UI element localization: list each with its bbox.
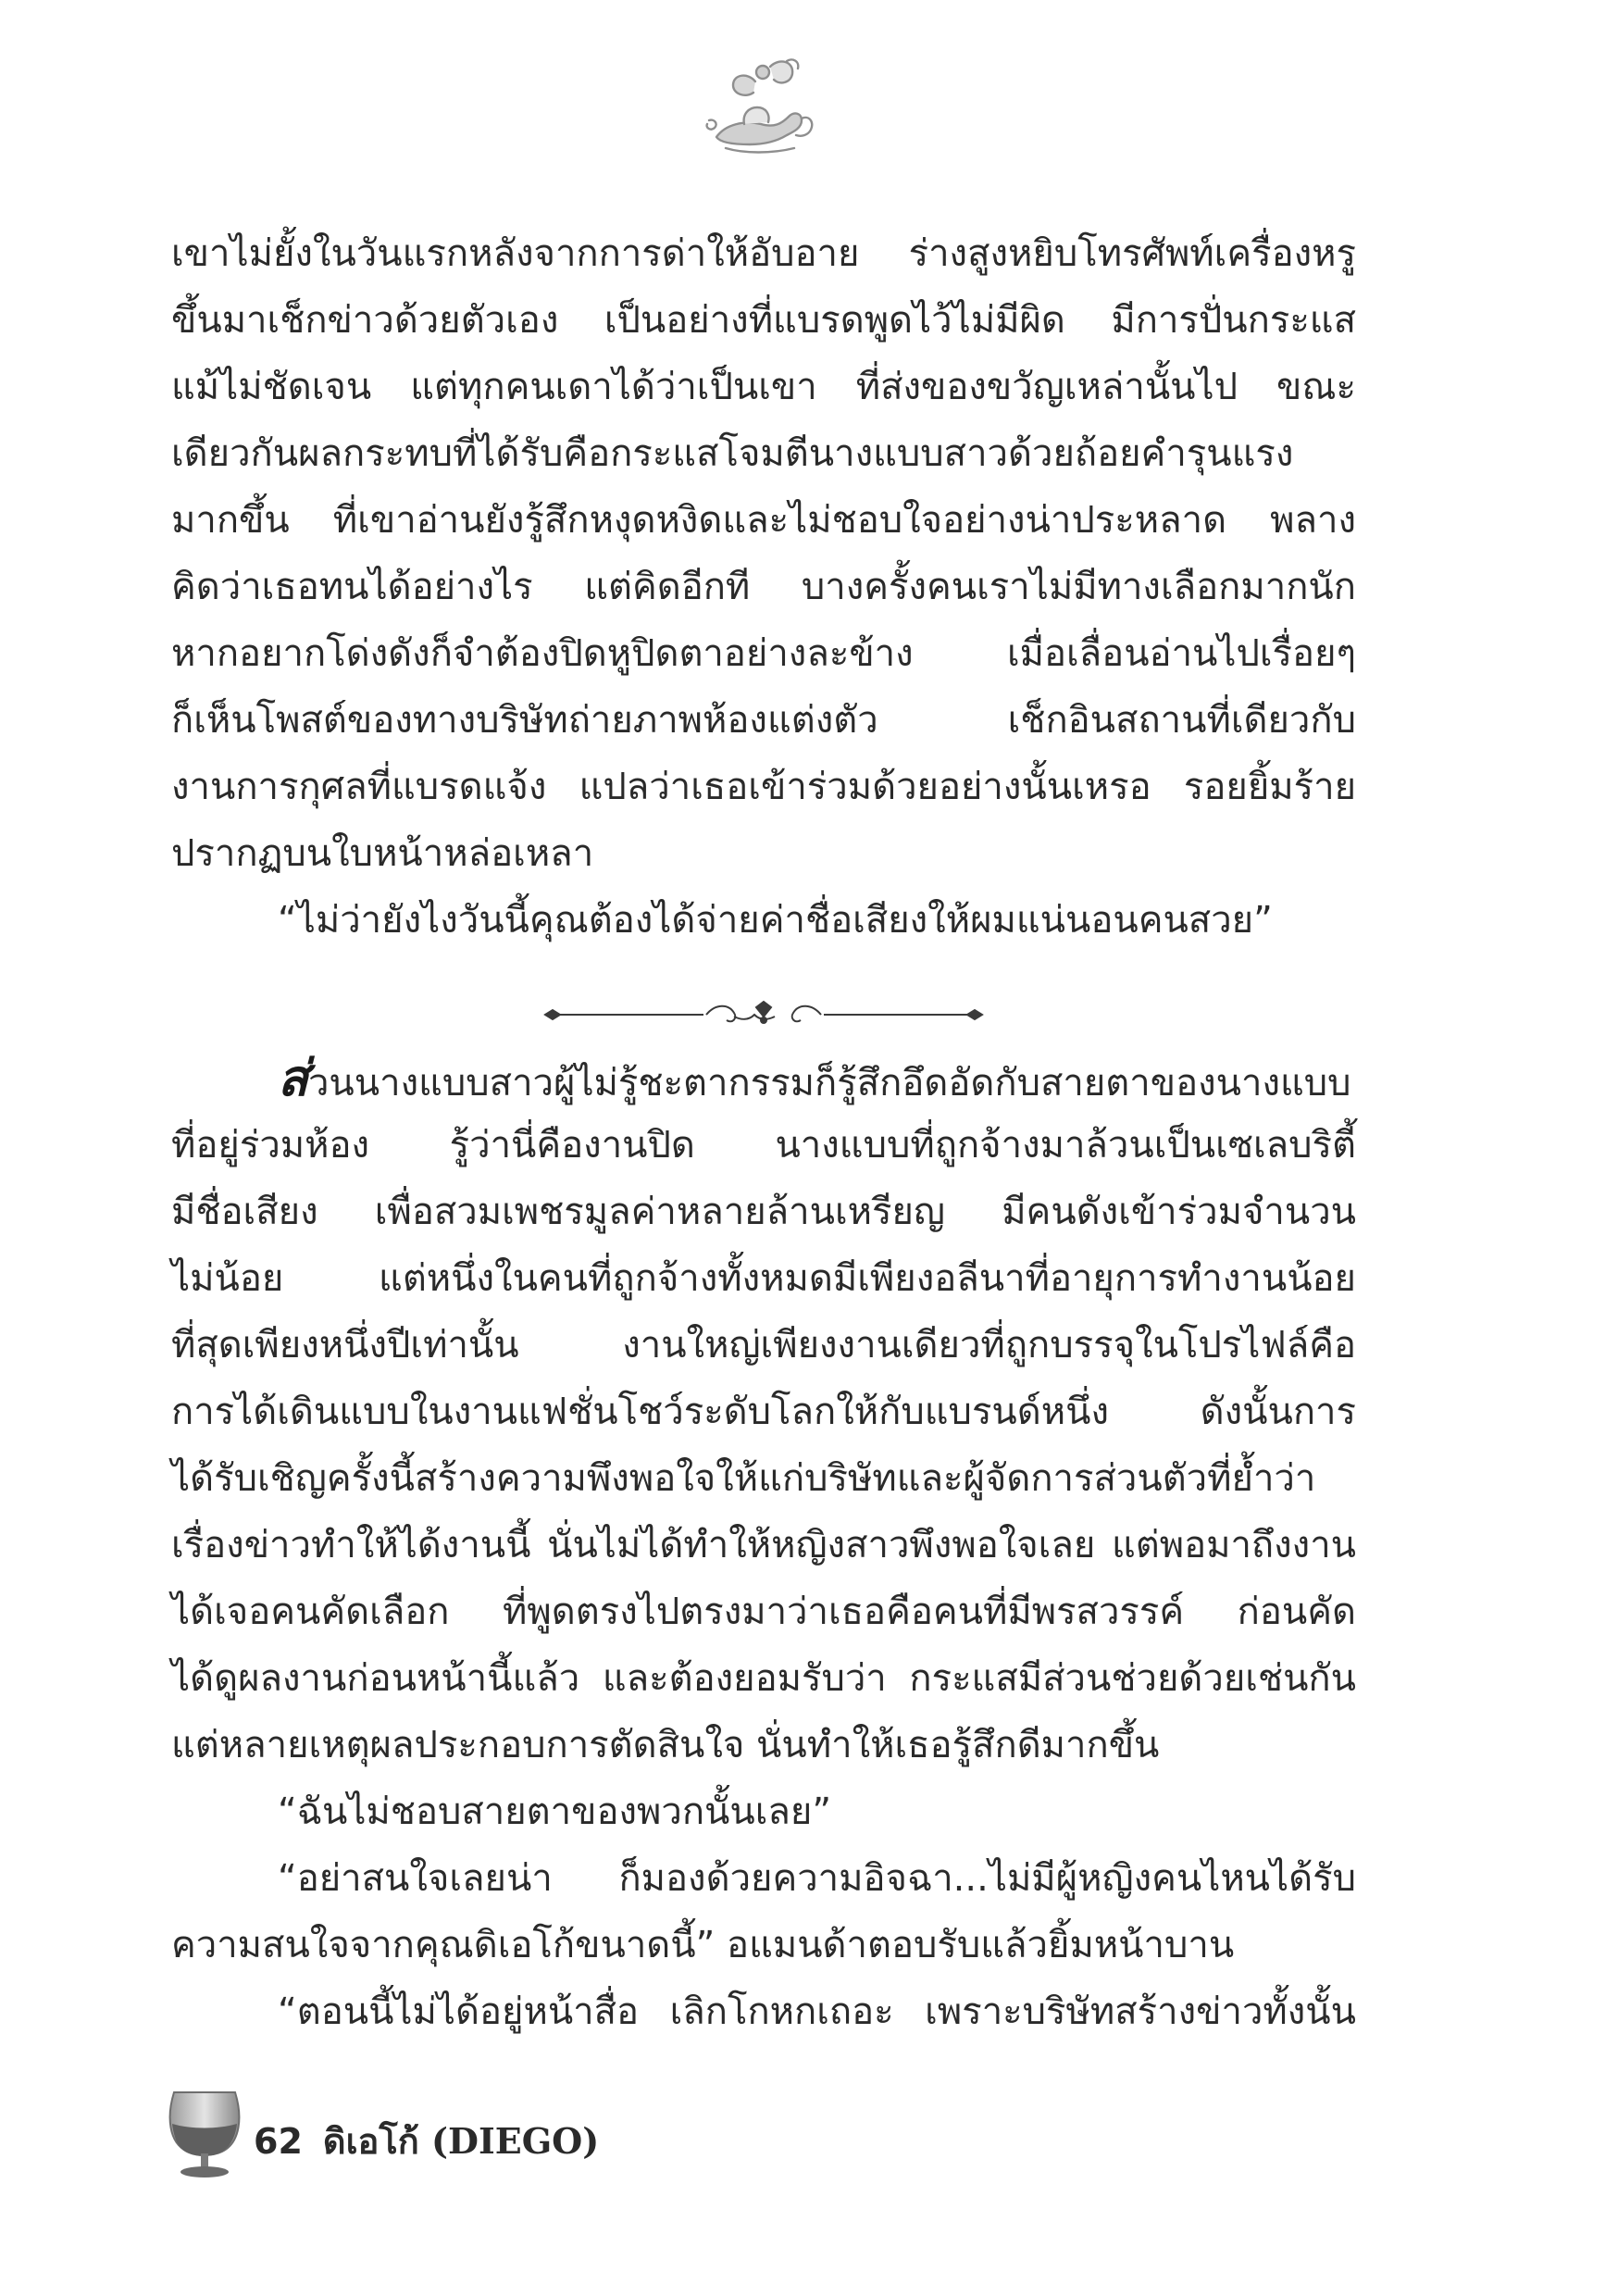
text-line: ได้ดูผลงานก่อนหน้านี้แล้ว และต้องยอมรับว่า กระแสมีส่วนช่วยด้วยเช่นกัน [171, 1657, 1356, 1700]
text-line: หากอยากโด่งดังก็จำต้องปิดหูปิดตาอย่างละข้าง เมื่อเลื่อนอ่านไปเรื่อยๆ [171, 632, 1356, 675]
text-line-rest: วนนางแบบสาวผู้ไม่รู้ชะตากรรมก็รู้สึกอึดอัดกับสายตาของนางแบบ [307, 1062, 1351, 1104]
page-footer [254, 2114, 599, 2169]
text-line: ได้รับเชิญครั้งนี้สร้างความพึงพอใจให้แก่บริษัทและผู้จัดการส่วนตัวที่ย้ำว่า [171, 1457, 1316, 1500]
paragraph-section-1 [171, 226, 1356, 911]
text-line: เรื่องข่าวทำให้ได้งานนี้ นั่นไม่ได้ทำให้หญิงสาวพึงพอใจเลย แต่พอมาถึงงาน [171, 1524, 1356, 1566]
text-line: ได้เจอคนคัดเลือก ที่พูดตรงไปตรงมาว่าเธอคือคนที่มีพรสวรรค์ ก่อนคัด [171, 1591, 1356, 1633]
text-line: ก็เห็นโพสต์ของทางบริษัทถ่ายภาพห้องแต่งตัว เช็กอินสถานที่เดียวกับ [171, 699, 1356, 742]
paragraph-section-2 [171, 1051, 1356, 2125]
text-line: แม้ไม่ชัดเจน แต่ทุกคนเดาได้ว่าเป็นเขา ที่ส่งของขวัญเหล่านั้นไป ขณะ [171, 366, 1356, 408]
text-line: การได้เดินแบบในงานแฟชั่นโชว์ระดับโลกให้กับแบรนด์หนึ่ง ดังนั้นการ [171, 1391, 1356, 1433]
dialogue-line: “ตอนนี้ไม่ได้อยู่หน้าสื่อ เลิกโกหกเถอะ เพราะบริษัทสร้างข่าวทั้งนั้น [278, 1990, 1356, 2033]
text-line: มากขึ้น ที่เขาอ่านยังรู้สึกหงุดหงิดและไม่ชอบใจอย่างน่าประหลาด พลาง [171, 499, 1356, 542]
drop-cap: ส่ [278, 1049, 308, 1107]
text-line: ที่อยู่ร่วมห้อง รู้ว่านี่คืองานปิด นางแบบที่ถูกจ้างมาล้วนเป็นเซเลบริตี้ [171, 1124, 1356, 1167]
text-line: เดียวกันผลกระทบที่ได้รับคือกระแสโจมตีนางแบบสาวด้วยถ้อยคำรุนแรง [171, 432, 1294, 475]
page-number: 62 [254, 2121, 303, 2162]
running-title: ดิเอโก้ (DIEGO) [322, 2120, 600, 2162]
text-line: คิดว่าเธอทนได้อย่างไร แต่คิดอีกที บางครั้งคนเราไม่มีทางเลือกมากนัก [171, 566, 1356, 608]
text-line: เขาไม่ยั้งในวันแรกหลังจากการด่าให้อับอาย ร่างสูงหยิบโทรศัพท์เครื่องหรู [171, 232, 1356, 275]
quote-line [171, 892, 1356, 957]
dialogue-line: ความสนใจจากคุณดิเอโก้ขนาดนี้” อแมนด้าตอบรับแล้วยิ้มหน้าบาน [171, 1924, 1235, 1966]
dialogue-quote: “ไม่ว่ายังไงวันนี้คุณต้องได้จ่ายค่าชื่อเสียงให้ผมแน่นอนคนสวย” [278, 899, 1273, 942]
text-line: แต่หลายเหตุผลประกอบการตัดสินใจ นั่นทำให้เธอรู้สึกดีมากขึ้น [171, 1724, 1160, 1766]
text-line: ไม่น้อย แต่หนึ่งในคนที่ถูกจ้างทั้งหมดมีเพียงอลีนาที่อายุการทำงานน้อย [171, 1257, 1356, 1300]
dialogue-line: “ฉันไม่ชอบสายตาของพวกนั้นเลย” [278, 1791, 832, 1833]
text-line: มีชื่อเสียง เพื่อสวมเพชรมูลค่าหลายล้านเหรียญ มีคนดังเข้าร่วมจำนวน [171, 1191, 1356, 1233]
brandy-glass-icon [165, 2083, 244, 2181]
cupid-teapot-ornament-icon [698, 56, 818, 159]
text-line: ปรากฏบนใบหน้าหล่อเหลา [171, 832, 594, 875]
flourish-divider-icon [541, 996, 986, 1033]
text-line: ขึ้นมาเช็กข่าวด้วยตัวเอง เป็นอย่างที่แบรดพูดไว้ไม่มีผิด มีการปั่นกระแส [171, 299, 1356, 342]
text-line: งานการกุศลที่แบรดแจ้ง แปลว่าเธอเข้าร่วมด้วยอย่างนั้นเหรอ รอยยิ้มร้าย [171, 766, 1356, 808]
text-line: ที่สุดเพียงหนึ่งปีเท่านั้น งานใหญ่เพียงงานเดียวที่ถูกบรรจุในโปรไฟล์คือ [171, 1324, 1356, 1366]
first-line-with-drop-cap [171, 1051, 1356, 1106]
dialogue-line: “อย่าสนใจเลยน่า ก็มองด้วยความอิจฉา...ไม่มีผู้หญิงคนไหนได้รับ [278, 1857, 1356, 1900]
